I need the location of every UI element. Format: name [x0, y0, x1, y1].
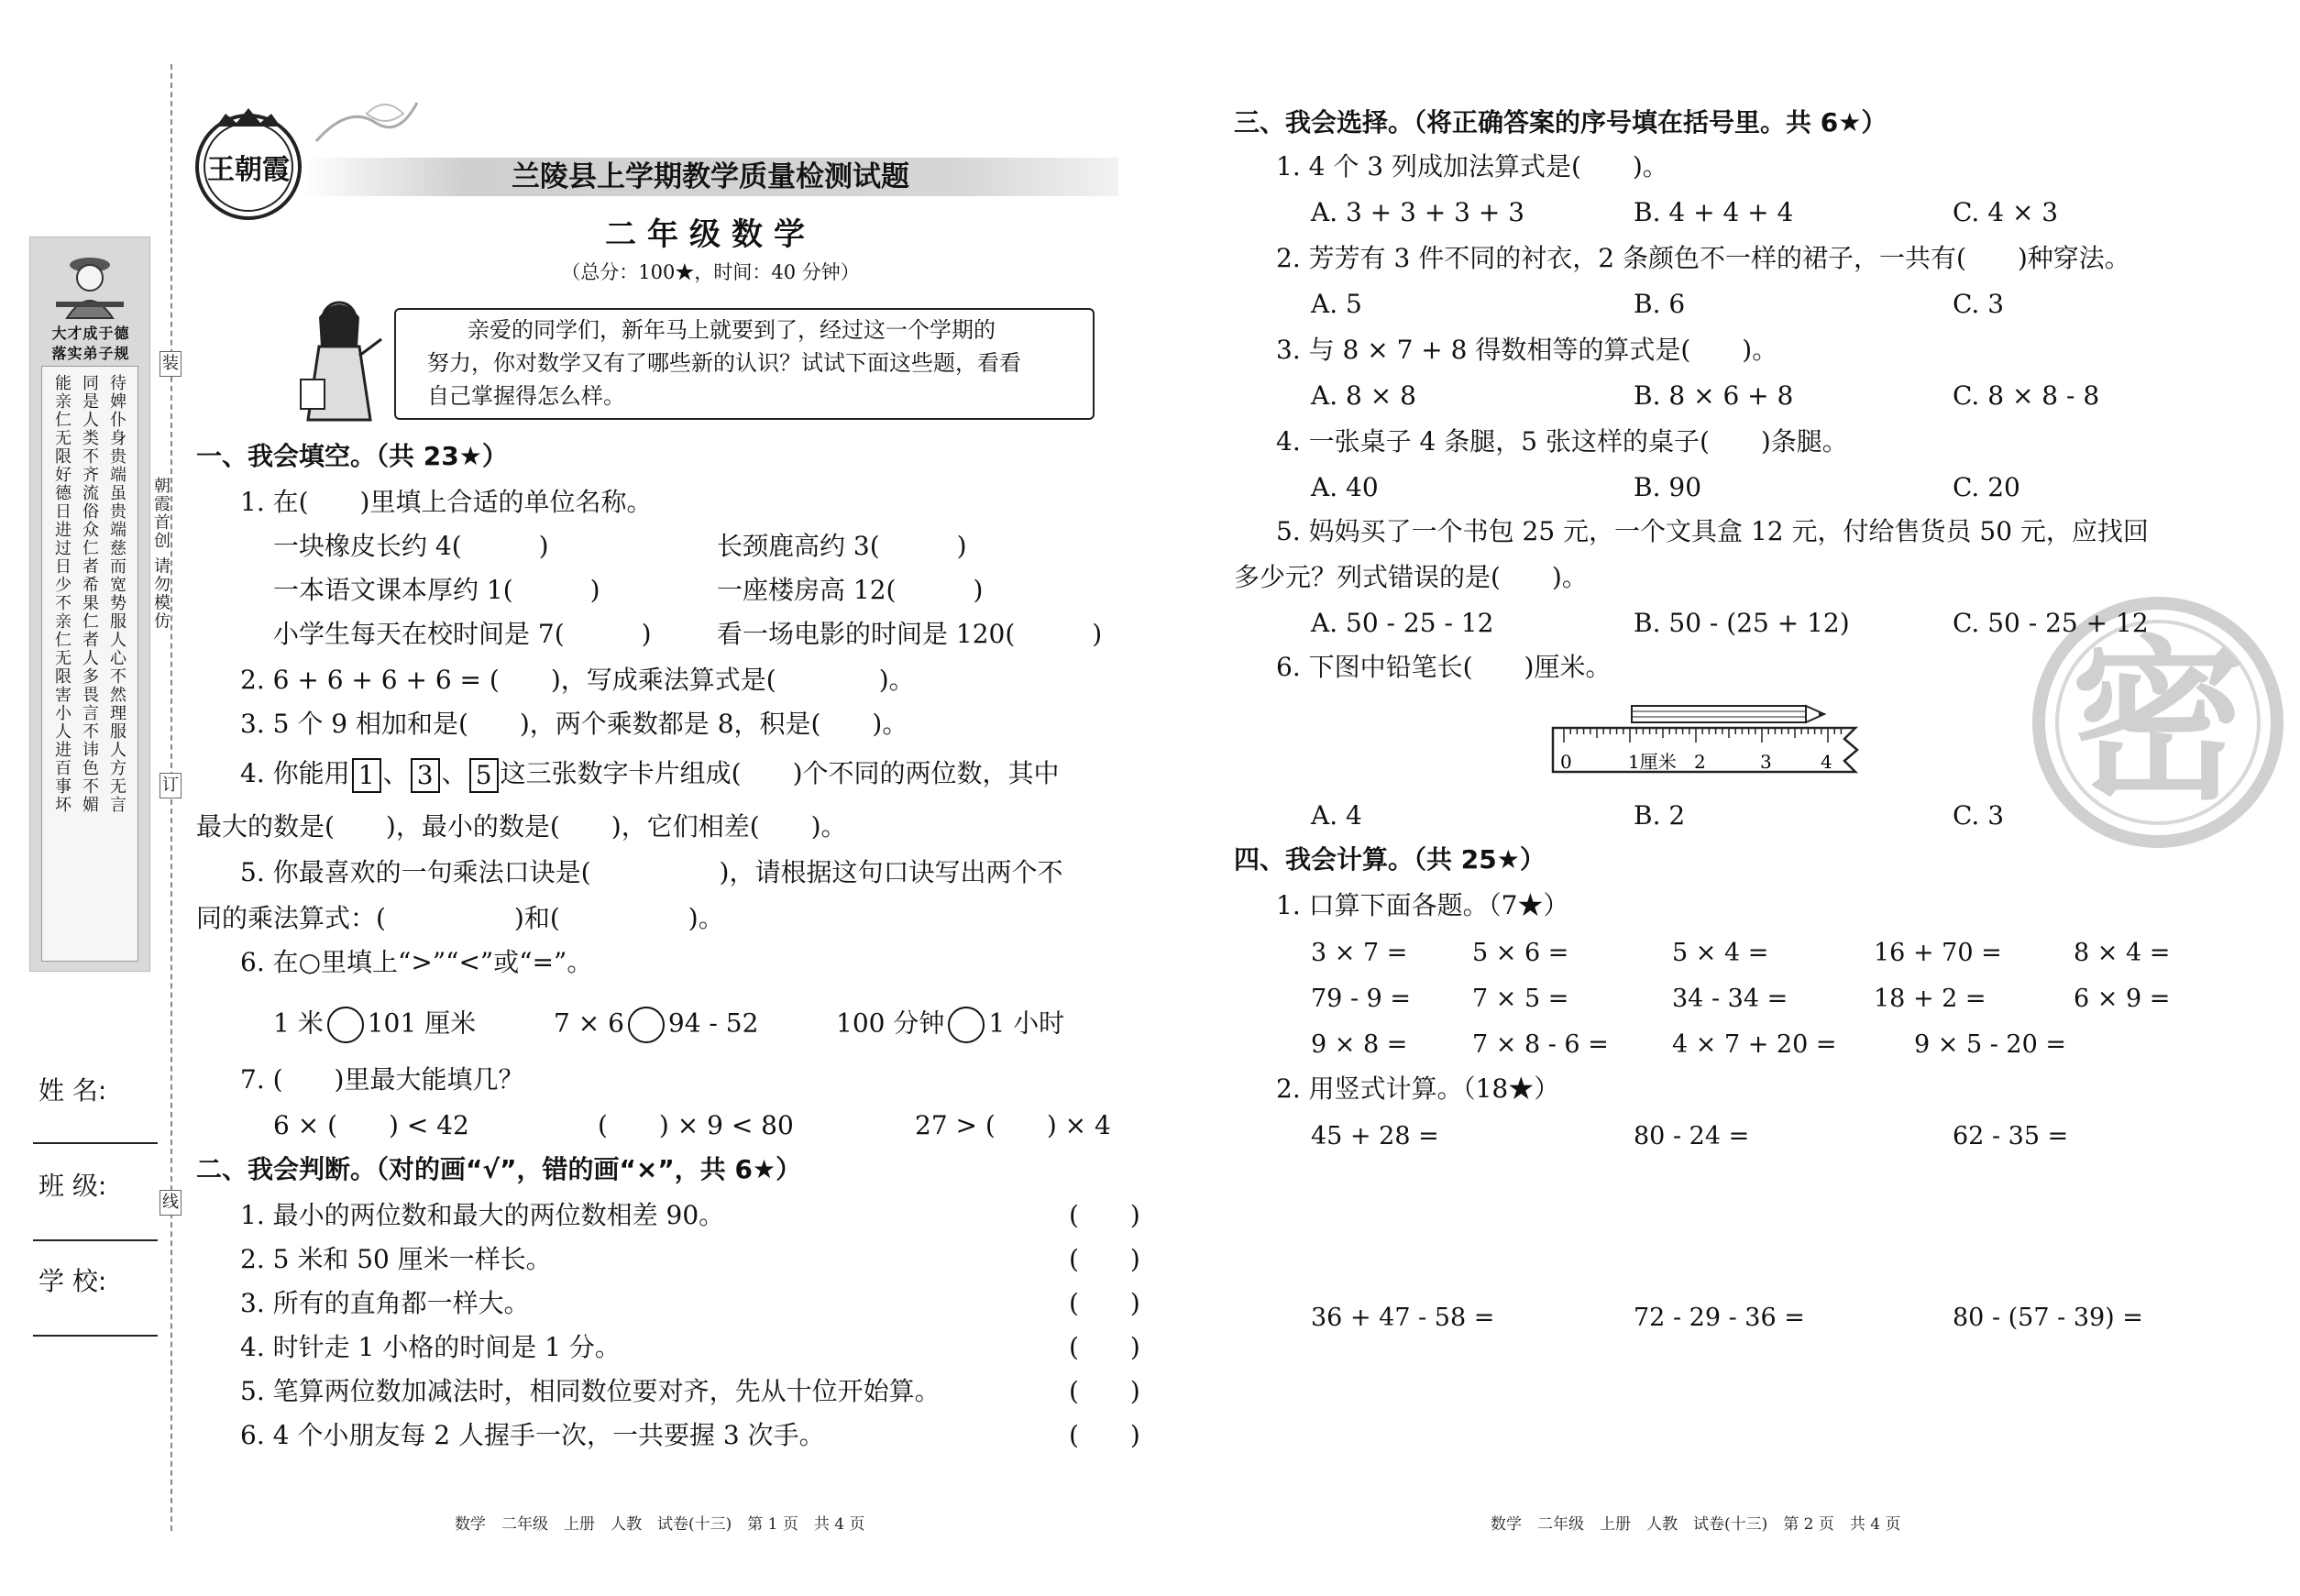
- s3-q2-opt-b[interactable]: B. 6: [1634, 289, 1686, 319]
- left-footer: 数学 二年级 上册 人教 试卷(十三) 第 1 页 共 4 页: [455, 1515, 865, 1534]
- oral-calc: 34 - 34 =: [1672, 985, 1788, 1013]
- greeting-line-3: 自己掌握得怎么样。: [427, 383, 625, 409]
- s3-q2: 2. 芳芳有 3 件不同的衬衣，2 条颜色不一样的裙子，一共有( )种穿法。: [1276, 243, 2130, 273]
- s1-q7-item-3: 27 > ( ) × 4: [915, 1110, 1111, 1140]
- s1-q7-item-2: ( ) × 9 < 80: [598, 1110, 794, 1140]
- sidebar-panel: [29, 237, 150, 972]
- s1-q1-item-3: 一本语文课本厚约 1( ): [273, 575, 600, 605]
- binding-note: 朝霞首创 请勿模仿: [151, 477, 171, 631]
- ribbon-decoration: [312, 95, 422, 150]
- oral-calc: 4 × 7 + 20 =: [1672, 1030, 1837, 1059]
- sidebar-text-box: [41, 366, 138, 962]
- compare-circle[interactable]: [948, 1007, 985, 1043]
- exam-title: 兰陵县上学期教学质量检测试题: [512, 160, 909, 193]
- s1-q6-compare-1: 1 米 101 厘米: [273, 1007, 476, 1043]
- s1-q1-item-6: 看一场电影的时间是 120( ): [717, 619, 1103, 649]
- s3-q6-opt-b[interactable]: B. 2: [1634, 800, 1686, 831]
- s1-q6: 6. 在○里填上“>”“<”或“=”。: [240, 947, 593, 977]
- sidebar-column-1: 能亲仁无限好德日进过日少不亲仁无限害小人进百事坏: [52, 374, 72, 814]
- ruler-pencil-figure: [1549, 693, 1879, 785]
- s4-q2: 2. 用竖式计算。（18★）: [1276, 1073, 1560, 1104]
- sidebar-motto-1: 大才成于德: [51, 325, 130, 342]
- section-1-title: 一、我会填空。（共 23★）: [196, 441, 508, 471]
- oral-calc: 16 + 70 =: [1874, 939, 2002, 967]
- name-label: 姓 名:: [39, 1075, 107, 1106]
- s3-q5-opt-b[interactable]: B. 50 - (25 + 12): [1634, 608, 1850, 638]
- s2-item-3: 3. 所有的直角都一样大。: [240, 1288, 530, 1318]
- oral-calc: 9 × 5 - 20 =: [1914, 1030, 2066, 1059]
- oral-calc: 3 × 7 =: [1311, 939, 1408, 967]
- school-field[interactable]: [33, 1335, 158, 1337]
- section-3-title: 三、我会选择。（将正确答案的序号填在括号里。共 6★）: [1234, 107, 1887, 138]
- oral-calc: 5 × 4 =: [1672, 939, 1769, 967]
- s1-q4-line2: 最大的数是( )，最小的数是( )，它们相差( )。: [196, 811, 847, 842]
- class-field[interactable]: [33, 1239, 158, 1241]
- s3-q3: 3. 与 8 × 7 + 8 得数相等的算式是( )。: [1276, 335, 1778, 365]
- ruler-label-0: 0: [1560, 751, 1572, 773]
- s2-item-1: 1. 最小的两位数和最大的两位数相差 90。: [240, 1200, 725, 1230]
- name-field[interactable]: [33, 1142, 158, 1144]
- s3-q5-line1: 5. 妈妈买了一个书包 25 元，一个文具盒 12 元，付给售货员 50 元，应找回: [1276, 516, 2149, 546]
- sidebar-motto-2: 落实弟子规: [51, 345, 130, 362]
- vertical-calc: 72 - 29 - 36 =: [1634, 1304, 1805, 1332]
- s2-answer-4[interactable]: ( ): [1069, 1332, 1140, 1362]
- s1-q1-item-5: 小学生每天在校时间是 7( ): [273, 619, 652, 649]
- ruler-label-1: 1厘米: [1628, 751, 1677, 773]
- s3-q3-opt-c[interactable]: C. 8 × 8 - 8: [1953, 380, 2100, 411]
- compare-circle[interactable]: [628, 1007, 665, 1043]
- ruler-label-4: 4: [1821, 751, 1832, 773]
- s2-item-5: 5. 笔算两位数加减法时，相同数位要对齐，先从十位开始算。: [240, 1376, 941, 1406]
- s3-q2-opt-c[interactable]: C. 3: [1953, 289, 2005, 319]
- oral-calc: 9 × 8 =: [1311, 1030, 1408, 1059]
- s1-q1-item-2: 长颈鹿高约 3( ): [717, 531, 967, 561]
- s1-q6-compare-3: 100 分钟 1 小时: [836, 1007, 1064, 1043]
- s2-item-4: 4. 时针走 1 小格的时间是 1 分。: [240, 1332, 621, 1362]
- sidebar-column-2: 同是人类不齐流俗众仁者希果仁者人多畏言不讳色不媚: [80, 374, 99, 814]
- binding-mark-3: 线: [160, 1190, 182, 1216]
- number-card-5: 5: [469, 758, 499, 793]
- s3-q1-opt-a[interactable]: A. 3 + 3 + 3 + 3: [1311, 197, 1525, 227]
- s2-item-2: 2. 5 米和 50 厘米一样长。: [240, 1244, 552, 1274]
- s1-q2: 2. 6 + 6 + 6 + 6 = ( )，写成乘法算式是( )。: [240, 665, 915, 695]
- oral-calc: 18 + 2 =: [1874, 985, 1986, 1013]
- s1-q7: 7. ( )里最大能填几？: [240, 1064, 524, 1095]
- s3-q1-opt-c[interactable]: C. 4 × 3: [1953, 197, 2059, 227]
- number-card-3: 3: [411, 758, 440, 793]
- class-label: 班 级:: [39, 1171, 107, 1201]
- ruler-label-2: 2: [1694, 751, 1706, 773]
- school-label: 学 校:: [39, 1266, 107, 1296]
- s3-q6-opt-c[interactable]: C. 3: [1953, 800, 2005, 831]
- section-4-title: 四、我会计算。（共 25★）: [1234, 844, 1546, 875]
- compare-circle[interactable]: [327, 1007, 364, 1043]
- s3-q1-opt-b[interactable]: B. 4 + 4 + 4: [1634, 197, 1794, 227]
- binding-mark-1: 装: [160, 351, 182, 377]
- s3-q1: 1. 4 个 3 列成加法算式是( )。: [1276, 151, 1668, 182]
- s3-q6-opt-a[interactable]: A. 4: [1311, 800, 1362, 831]
- s3-q5-opt-c[interactable]: C. 50 - 25 + 12: [1953, 608, 2149, 638]
- s3-q2-opt-a[interactable]: A. 5: [1311, 289, 1362, 319]
- s3-q4-opt-b[interactable]: B. 90: [1634, 472, 1702, 502]
- score-info: （总分：100★，时间：40 分钟）: [561, 261, 860, 283]
- s1-q5-line2: 同的乘法算式：( )和( )。: [196, 903, 724, 933]
- s1-q1-item-1: 一块橡皮长约 4( ): [273, 531, 549, 561]
- greeting-line-2: 努力，你对数学又有了哪些新的认识？试试下面这些题，看看: [427, 350, 1021, 376]
- seal-char: 密: [2070, 621, 2245, 823]
- oral-calc: 8 × 4 =: [2074, 939, 2171, 967]
- s2-answer-1[interactable]: ( ): [1069, 1200, 1140, 1230]
- teacher-illustration: [293, 292, 385, 429]
- s3-q6: 6. 下图中铅笔长( )厘米。: [1276, 652, 1612, 682]
- greeting-line-1: 亲爱的同学们，新年马上就要到了，经过这一个学期的: [468, 317, 996, 343]
- oral-calc: 6 × 9 =: [2074, 985, 2171, 1013]
- s3-q3-opt-a[interactable]: A. 8 × 8: [1311, 380, 1416, 411]
- s1-q7-item-1: 6 × ( ) < 42: [273, 1110, 469, 1140]
- oral-calc: 7 × 5 =: [1472, 985, 1569, 1013]
- scholar-illustration: [49, 247, 131, 320]
- s3-q5-line2: 多少元？列式错误的是( )。: [1234, 562, 1588, 592]
- s1-q1-item-4: 一座楼房高 12( ): [717, 575, 984, 605]
- oral-calc: 7 × 8 - 6 =: [1472, 1030, 1609, 1059]
- s1-q5-line1: 5. 你最喜欢的一句乘法口诀是( )，请根据这句口诀写出两个不: [240, 857, 1063, 887]
- s1-q6-compare-2: 7 × 6 94 - 52: [554, 1007, 758, 1043]
- vertical-calc: 45 + 28 =: [1311, 1122, 1439, 1150]
- binding-mark-2: 订: [160, 773, 182, 798]
- section-2-title: 二、我会判断。（对的画“√”，错的画“×”，共 6★）: [196, 1154, 802, 1184]
- s2-answer-6[interactable]: ( ): [1069, 1420, 1140, 1450]
- s4-q1: 1. 口算下面各题。（7★）: [1276, 890, 1569, 920]
- s2-answer-3[interactable]: ( ): [1069, 1288, 1140, 1318]
- right-footer: 数学 二年级 上册 人教 试卷(十三) 第 2 页 共 4 页: [1491, 1515, 1901, 1534]
- s2-answer-2[interactable]: ( ): [1069, 1244, 1140, 1274]
- s3-q4-opt-c[interactable]: C. 20: [1953, 472, 2020, 502]
- s2-answer-5[interactable]: ( ): [1069, 1376, 1140, 1406]
- sidebar-column-3: 待婢仆身贵端虽贵端慈而宽势服人心不然理服人方无言: [107, 374, 127, 814]
- brand-logo-text: 王朝霞: [207, 154, 290, 186]
- s2-item-6: 6. 4 个小朋友每 2 人握手一次，一共要握 3 次手。: [240, 1420, 825, 1450]
- s3-q3-opt-b[interactable]: B. 8 × 6 + 8: [1634, 380, 1794, 411]
- s3-q4: 4. 一张桌子 4 条腿，5 张这样的桌子( )条腿。: [1276, 426, 1848, 457]
- s1-q4-pre: 4. 你能用: [240, 758, 350, 788]
- vertical-calc: 80 - (57 - 39) =: [1953, 1304, 2143, 1332]
- s1-q4: 4. 你能用 1 、 3 、 5 这三张数字卡片组成( )个不同的两位数，其中: [240, 757, 1060, 793]
- s3-q4-opt-a[interactable]: A. 40: [1311, 472, 1379, 502]
- s1-q1: 1. 在( )里填上合适的单位名称。: [240, 487, 653, 517]
- vertical-calc: 36 + 47 - 58 =: [1311, 1304, 1495, 1332]
- oral-calc: 79 - 9 =: [1311, 985, 1412, 1013]
- s3-q5-opt-a[interactable]: A. 50 - 25 - 12: [1311, 608, 1494, 638]
- ruler-label-3: 3: [1760, 751, 1772, 773]
- vertical-calc: 80 - 24 =: [1634, 1122, 1750, 1150]
- s1-q4-post: 这三张数字卡片组成( )个不同的两位数，其中: [500, 758, 1060, 788]
- vertical-calc: 62 - 35 =: [1953, 1122, 2069, 1150]
- subject-title: 二年级数学: [605, 216, 816, 253]
- number-card-1: 1: [352, 758, 381, 793]
- oral-calc: 5 × 6 =: [1472, 939, 1569, 967]
- pencil-icon: [1632, 706, 1824, 722]
- s1-q3: 3. 5 个 9 相加和是( )，两个乘数都是 8，积是( )。: [240, 709, 908, 739]
